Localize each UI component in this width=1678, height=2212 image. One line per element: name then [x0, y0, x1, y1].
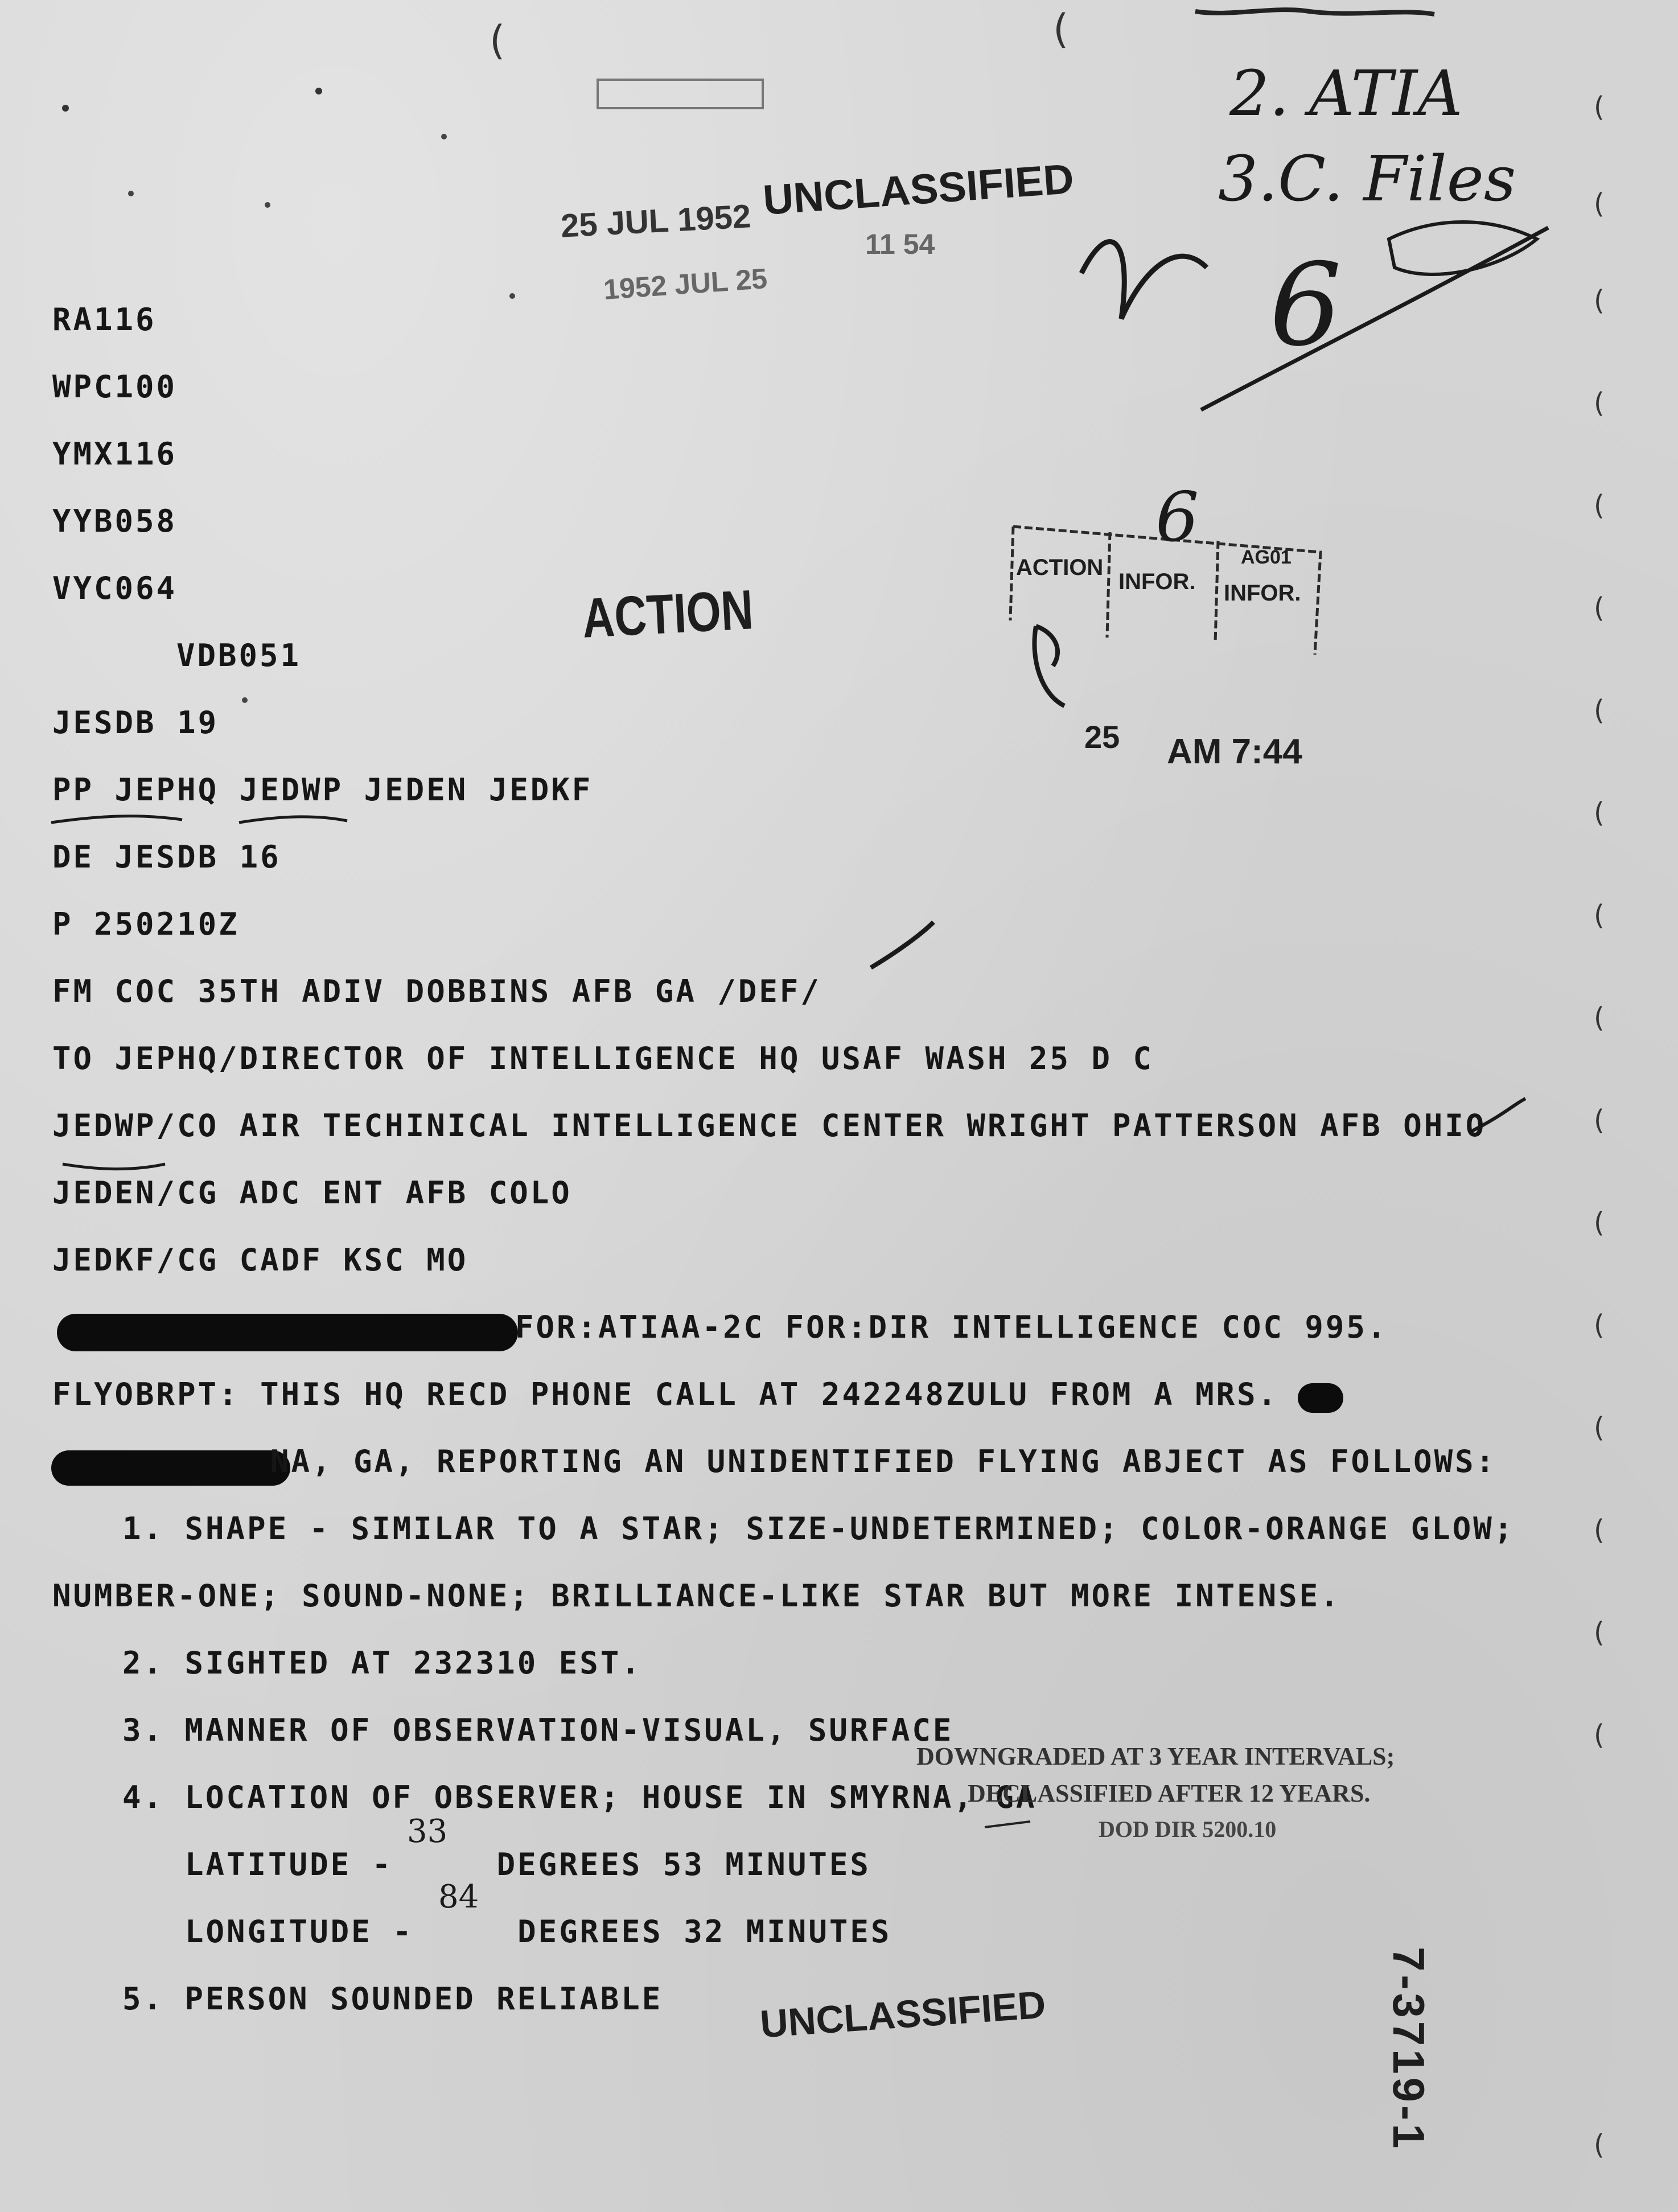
margin-mark-7: ( [1594, 694, 1605, 726]
item-1-line-a: 1. SHAPE - SIMILAR TO A STAR; SIZE-UNDETERMINED; COLOR-ORANGE GLOW; [122, 1511, 1515, 1547]
received-time-stamp: AM 7:44 [1167, 732, 1302, 771]
date-stamp-sub: 1952 JUL 25 [602, 262, 768, 306]
routing-line-4: YYB058 [52, 503, 178, 539]
to-line-2: JEDWP/CO AIR TECHINICAL INTELLIGENCE CENTER WRIGHT PATTERSON AFB OHIO [52, 1108, 1487, 1144]
side-file-number: 7-3719-1 [1384, 1947, 1434, 2152]
margin-mark-8: ( [1594, 797, 1605, 829]
longitude-correction: 84 [438, 1878, 479, 1915]
routing-line-6: VDB051 [176, 638, 302, 673]
margin-mark-18: ( [1594, 2129, 1605, 2161]
action-stamp: ACTION [581, 578, 755, 649]
routing-line-2: WPC100 [52, 369, 178, 405]
margin-mark-10: ( [1594, 1002, 1605, 1034]
margin-mark-9: ( [1594, 899, 1605, 931]
margin-mark-16: ( [1594, 1617, 1605, 1648]
top-bracket-mark: ( [490, 17, 505, 64]
routing-line-5: VYC064 [52, 570, 178, 606]
downgraded-line-1: DOWNGRADED AT 3 YEAR INTERVALS; [916, 1742, 1395, 1770]
margin-mark-3: ( [1594, 285, 1605, 316]
precedence-line: PP JEPHQ JEDWP JEDEN JEDKF [52, 772, 593, 808]
box-number: AG01 [1241, 546, 1292, 568]
date-stamp-top: 25 JUL 1952 [560, 198, 752, 245]
de-line: DE JESDB 16 [52, 839, 281, 875]
dtg-line: P 250210Z [52, 906, 240, 942]
handwritten-note-files: 3.C. Files [1218, 142, 1516, 215]
margin-mark-12: ( [1594, 1207, 1605, 1239]
received-date-stamp: 25 [1084, 719, 1120, 755]
item-5-line: 5. PERSON SOUNDED RELIABLE [122, 1981, 663, 2017]
item-3-line: 3. MANNER OF OBSERVATION-VISUAL, SURFACE [122, 1712, 954, 1748]
item-4-line: 4. LOCATION OF OBSERVER; HOUSE IN SMYRNA, GA [122, 1779, 1037, 1815]
to-line-4: JEDKF/CG CADF KSC MO [52, 1242, 468, 1278]
margin-mark-4: ( [1594, 387, 1605, 419]
item-2-line: 2. SIGHTED AT 232310 EST. [122, 1645, 642, 1681]
latitude-line: LATITUDE - DEGREES 53 MINUTES [185, 1847, 871, 1882]
routing-line-3: YMX116 [52, 436, 178, 472]
downgraded-line-2: DECLASSIFIED AFTER 12 YEARS. [968, 1779, 1371, 1807]
to-line-1: TO JEPHQ/DIRECTOR OF INTELLIGENCE HQ USAF WASH 25 D C [52, 1041, 1154, 1076]
longitude-line: LONGITUDE - DEGREES 32 MINUTES [185, 1914, 892, 1950]
handwritten-note-atia: 2. ATIA [1229, 57, 1463, 130]
margin-mark-15: ( [1594, 1514, 1605, 1546]
margin-mark-6: ( [1594, 592, 1605, 624]
margin-mark-17: ( [1594, 1719, 1605, 1751]
box-infor-label-2: INFOR. [1224, 581, 1301, 606]
time-stamp-sub: 11 54 [865, 228, 935, 260]
routing-line-1: RA116 [52, 302, 157, 338]
intro-line-1: FLYOBRPT: THIS HQ RECD PHONE CALL AT 242248ZULU FROM A MRS. [52, 1376, 1279, 1412]
intro-line-2: NA, GA, REPORTING AN UNIDENTIFIED FLYING ABJECT AS FOLLOWS: [270, 1444, 1497, 1479]
unclassified-stamp-top: UNCLASSIFIED [761, 155, 1076, 224]
to-line-3: JEDEN/CG ADC ENT AFB COLO [52, 1175, 572, 1211]
item-1-line-b: NUMBER-ONE; SOUND-NONE; BRILLIANCE-LIKE STAR BUT MORE INTENSE. [52, 1578, 1341, 1614]
margin-mark-14: ( [1594, 1412, 1605, 1444]
top-bracket-mark-2: ( [1053, 6, 1069, 52]
margin-mark-13: ( [1594, 1309, 1605, 1341]
margin-mark-5: ( [1594, 490, 1605, 521]
margin-mark-11: ( [1594, 1104, 1605, 1136]
redaction-dot [1298, 1383, 1343, 1413]
downgraded-line-3: DOD DIR 5200.10 [1099, 1816, 1277, 1842]
box-action-label: ACTION [1016, 555, 1104, 580]
reference-line: FOR:ATIAA-2C FOR:DIR INTELLIGENCE COC 995. [515, 1309, 1388, 1345]
latitude-correction: 33 [407, 1813, 448, 1850]
routing-line-7: JESDB 19 [52, 705, 219, 741]
unclassified-stamp-bottom: UNCLASSIFIED [758, 1983, 1047, 2046]
redaction-bar-2 [51, 1450, 290, 1486]
handwritten-box-annotation: 6 [1155, 478, 1199, 557]
handwritten-initials: 6 [1269, 239, 1342, 372]
margin-mark-1: ( [1594, 91, 1605, 123]
box-infor-label-1: INFOR. [1118, 569, 1196, 594]
margin-mark-2: ( [1594, 188, 1605, 220]
from-line: FM COC 35TH ADIV DOBBINS AFB GA /DEF/ [52, 973, 821, 1009]
redaction-bar-1 [57, 1314, 518, 1351]
